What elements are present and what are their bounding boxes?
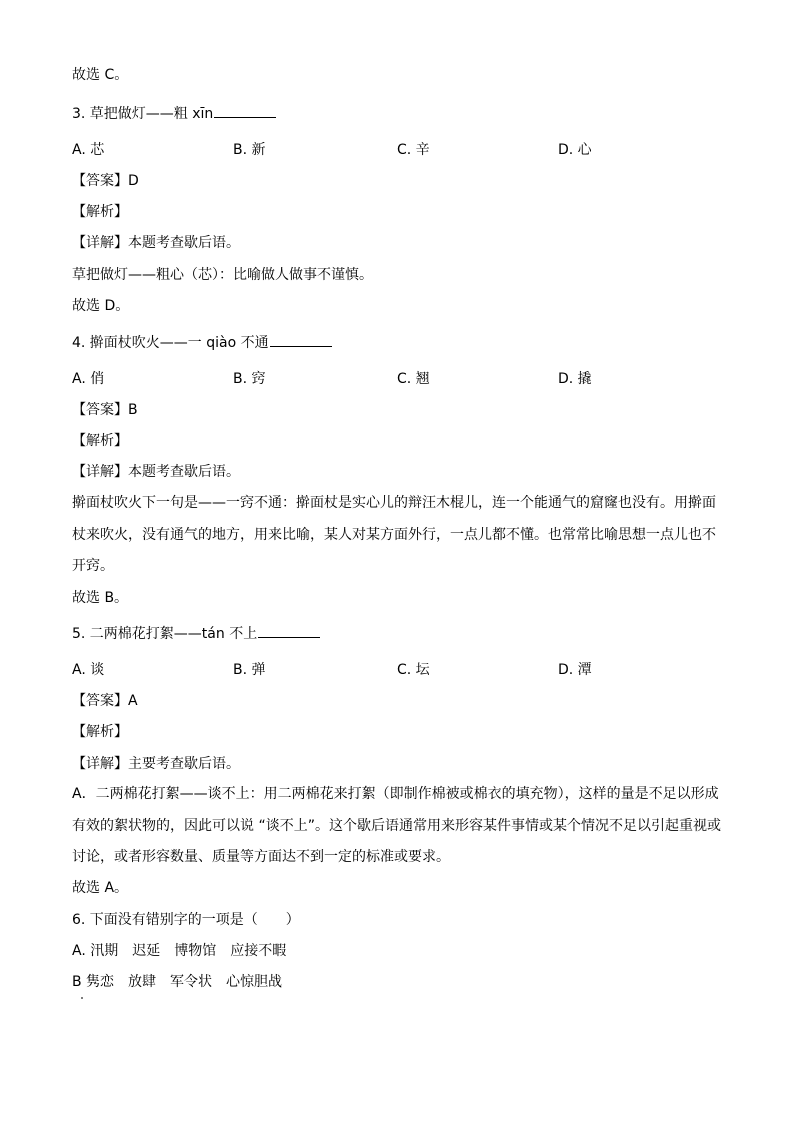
- q4-answer: 【答案】B: [72, 402, 138, 418]
- q5-detail: 【详解】主要考查歇后语。: [72, 756, 240, 772]
- q3-option-c: C. 辛: [397, 142, 430, 158]
- question-5-text: 5. 二两棉花打絮——tán 不上: [72, 626, 258, 642]
- q5-conclusion: 故选 A。: [72, 880, 129, 896]
- q3-detail: 【详解】本题考查歇后语。: [72, 235, 240, 251]
- q3-analysis-heading: 【解析】: [72, 204, 128, 220]
- q6-choice-a: A. 汛期 迟延 博物馆 应接不暇: [72, 943, 287, 959]
- conclusion-prev: 故选 C。: [72, 67, 129, 83]
- q4-option-b: B. 窍: [233, 371, 266, 387]
- q4-option-a: A. 俏: [72, 371, 105, 387]
- q5-option-a: A. 谈: [72, 662, 105, 678]
- answer-blank: [214, 105, 276, 118]
- q3-option-a: A. 芯: [72, 142, 105, 158]
- answer-blank: [258, 625, 320, 638]
- q4-detail: 【详解】本题考查歇后语。: [72, 464, 240, 480]
- q4-option-c: C. 翘: [397, 371, 430, 387]
- stray-mark: [81, 997, 83, 999]
- q4-explanation: 擀面杖吹火下一句是——一窍不通：擀面杖是实心儿的辩汪木棍儿，连一个能通气的窟窿也没有。用擀面杖来吹火，没有通气的地方，用来比喻，某人对某方面外行，一点儿都不懂。也常常比喻思想一点儿也不开窍。: [72, 495, 716, 574]
- answer-blank: [270, 334, 332, 347]
- question-4: [72, 334, 332, 352]
- q4-option-d: D. 撬: [558, 371, 592, 387]
- question-3-text: 3. 草把做灯——粗 xīn: [72, 106, 214, 122]
- q3-answer: 【答案】D: [72, 173, 139, 189]
- q6-choice-b: B 隽恋 放肆 军令状 心惊胆战: [72, 974, 283, 990]
- q5-option-c: C. 坛: [397, 662, 430, 678]
- q3-option-d: D. 心: [558, 142, 592, 158]
- q4-conclusion: 故选 B。: [72, 590, 129, 606]
- q3-explanation: 草把做灯——粗心（芯）：比喻做人做事不谨慎。: [72, 267, 373, 283]
- q3-conclusion: 故选 D。: [72, 298, 130, 314]
- q5-analysis-heading: 【解析】: [72, 724, 128, 740]
- q5-explanation: A．二两棉花打絮——谈不上：用二两棉花来打絮（即制作棉被或棉衣的填充物），这样的量是不足以形成有效的絮状物的，因此可以说 “谈不上”。这个歇后语通常用来形容某件事情或某个情况不足以引起重视或讨论，或者形容数量、质量等方面达不到一定的标准或要求。: [72, 786, 721, 865]
- q5-answer: 【答案】A: [72, 693, 138, 709]
- q3-option-b: B. 新: [233, 142, 266, 158]
- q5-option-b: B. 弹: [233, 662, 266, 678]
- question-5: [72, 625, 320, 643]
- question-3: [72, 105, 276, 123]
- question-6: 6. 下面没有错别字的一项是（ ）: [72, 912, 300, 928]
- q5-option-d: D. 潭: [558, 662, 592, 678]
- question-4-text: 4. 擀面杖吹火——一 qiào 不通: [72, 335, 269, 351]
- q4-analysis-heading: 【解析】: [72, 433, 128, 449]
